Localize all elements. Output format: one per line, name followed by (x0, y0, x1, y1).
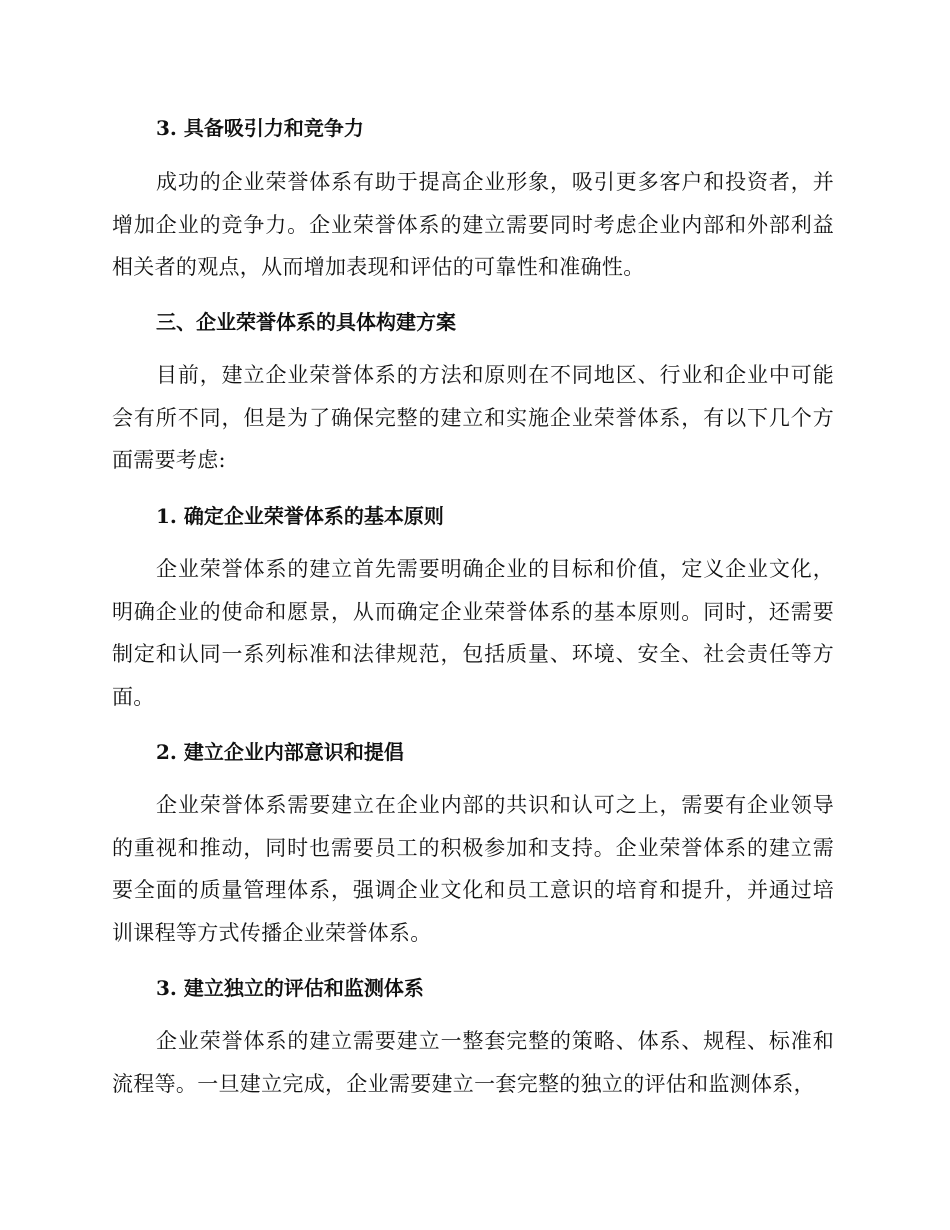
paragraph-attractiveness: 成功的企业荣誉体系有助于提高企业形象，吸引更多客户和投资者，并增加企业的竞争力。企业荣誉体系的建立需要同时考虑企业内部和外部利益相关者的观点，从而增加表现和评估的可靠性和准确性。 (112, 170, 834, 279)
paragraph-evaluation-system: 企业荣誉体系的建立需要建立一整套完整的策略、体系、规程、标准和流程等。一旦建立完成，企业需要建立一套完整的独立的评估和监测体系， (112, 1029, 834, 1096)
paragraph-basic-principles: 企业荣誉体系的建立首先需要明确企业的目标和价值，定义企业文化，明确企业的使命和愿景，从而确定企业荣誉体系的基本原则。同时，还需要制定和认同一系列标准和法律规范，包括质量、环境、安全、社会责任等方面。 (112, 557, 834, 709)
paragraph-construction-intro: 目前，建立企业荣誉体系的方法和原则在不同地区、行业和企业中可能会有所不同，但是为了确保完整的建立和实施企业荣誉体系，有以下几个方面需要考虑: (112, 363, 834, 472)
section-heading-basic-principles: 1. 确定企业荣誉体系的基本原则 (156, 504, 444, 528)
section-heading-attractiveness: 3. 具备吸引力和竞争力 (156, 116, 364, 140)
section-heading-evaluation-system: 3. 建立独立的评估和监测体系 (156, 976, 424, 1000)
section-heading-internal-awareness: 2. 建立企业内部意识和提倡 (156, 740, 404, 764)
section-heading-construction-plan: 三、企业荣誉体系的具体构建方案 (156, 310, 456, 334)
paragraph-internal-awareness: 企业荣誉体系需要建立在企业内部的共识和认可之上，需要有企业领导的重视和推动，同时也需要员工的积极参加和支持。企业荣誉体系的建立需要全面的质量管理体系，强调企业文化和员工意识的培育和提升，并通过培训课程等方式传播企业荣誉体系。 (112, 793, 834, 945)
